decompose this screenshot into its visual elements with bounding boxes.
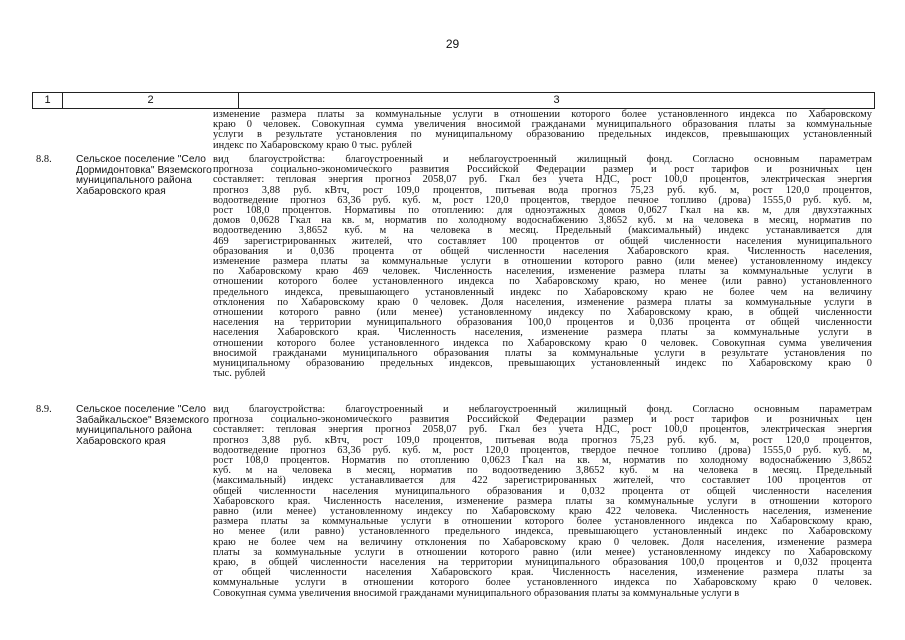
description-line: тыс. рублей [213, 368, 266, 380]
description-line: прогноза социально-экономического развития Российской Федерации размер и рост тарифов и розничных цен [213, 414, 872, 426]
description-line: краю не более чем на величину отклонения по Хабаровскому краю 0 человек. Доля населения, изменение размера [213, 536, 872, 548]
description-line: от общей численности населения Хабаровского края. Численность населения, изменение размера платы за [213, 567, 872, 579]
row-description [213, 110, 872, 151]
row-description [213, 405, 872, 599]
description-line: индекс по Хабаровскому краю 0 тыс. рублей [213, 139, 413, 151]
description-line: отклонения по Хабаровскому краю 0 человек. Доля населения, изменение размера платы за коммунальные услуги в [213, 296, 872, 308]
description-line: Хабаровского края. Численность населения, изменение размера платы за коммунальные услуги в отношении которого [213, 495, 872, 507]
description-line: отношении которого равно (или менее) установленному индексу по Хабаровскому краю, в общей численности [213, 307, 872, 319]
description-line: вид благоустройства: благоустроенный и неблагоустроенный жилищный фонд. Согласно основным параметрам [213, 154, 872, 165]
description-line: изменение размера платы за коммунальные услуги в отношении которого более установленного индекса по Хабаровскому [213, 109, 872, 120]
description-line: рост 108,0 процентов. Норматив по отоплению 0,0623 Гкал на кв. м, норматив по холодному водоснабжению 3,8652 [213, 455, 872, 467]
page-number: 29 [445, 37, 460, 51]
row-settlement-name: Сельское поселение "Село Забайкальское" Вяземского муниципального района Хабаровского края [76, 404, 209, 447]
description-line: прогноза социально-экономического развития Российской Федерации размер и рост тарифов и розничных цен [213, 164, 872, 176]
description-line: муниципальному образованию предельных индексов, превышающих установленный индекс по Хабаровскому краю 0 [213, 358, 872, 370]
description-line: прогноз 3,88 руб. кВтч, рост 109,0 процентов, питьевая вода прогноз 75,23 руб. куб. м, рост 120,0 процентов, [213, 434, 872, 446]
description-line: образования и 0,036 процента от общей численности населения Хабаровского края. Численность населения, [213, 245, 872, 257]
row-number: 8.9. [36, 404, 52, 415]
description-line: составляет: тепловая энергия прогноз 2058,07 руб. Гкал без учета НДС, рост 100,0 процентов, электрическая энергия [213, 424, 872, 436]
description-line: населения на территории муниципального образования 100,0 процентов и 0,036 процента от общей численности [213, 317, 872, 329]
description-line: водоотведение прогноз 63,36 руб. куб. м, рост 120,0 процентов, твердое печное топливо (дрова) 1555,0 руб. куб. м, [213, 444, 872, 456]
description-line: краю, в общей численности населения на территории муниципального образования 100,0 процентов и 0,032 процента [213, 557, 872, 569]
description-line: населения Хабаровского края. Численность населения, изменение размера платы за коммунальные услуги в [213, 327, 872, 339]
description-line: коммунальные услуги в отношении которого более установленного индекса по Хабаровскому краю 0 человек. [213, 577, 872, 589]
description-line: водоотведение прогноз 63,36 руб. куб. м, рост 120,0 процентов, твердое печное топливо (дрова) 1555,0 руб. куб. м, [213, 194, 872, 206]
description-line: изменение размера платы за коммунальные услуги в отношении которого равно (или менее) установленному индексу [213, 256, 872, 268]
table-header-col-2: 2 [62, 93, 238, 108]
description-line: домов 0,0628 Гкал на кв. м, норматив по холодному водоснабжению 3,8652 куб. м на человека в месяц, норматив по [213, 215, 872, 227]
description-line: водоотведению 3,8652 куб. м на человека в месяц. Предельный (максимальный) индекс устанавливается для [213, 225, 872, 237]
row-number: 8.8. [36, 154, 52, 165]
row-description [213, 155, 872, 379]
table-header-row [32, 92, 875, 109]
description-line: отношении которого более установленного индекса по Хабаровскому краю 0 человек. Совокупная сумма увеличения [213, 337, 872, 349]
description-line: но менее (или равно) установленного предельного индекса, превышающего установленный индекс по Хабаровскому [213, 526, 872, 538]
description-line: платы за коммунальные услуги в отношении которого равно (или менее) установленному индексу по Хабаровскому [213, 546, 872, 558]
description-line: составляет: тепловая энергия прогноз 2058,07 руб. Гкал без учета НДС, рост 100,0 процентов, электрическая энергия [213, 174, 872, 186]
description-line: Совокупная сумма увеличения вносимой гражданами муниципального образования платы за коммунальные услуги в [213, 587, 740, 599]
description-line: 469 зарегистрированных жителей, что составляет 100 процентов от общей численности населения муниципального [213, 235, 872, 247]
description-line: размера платы за коммунальные услуги в отношении которого более установленного индекса по Хабаровскому краю, [213, 516, 872, 528]
row-settlement-name: Сельское поселение "Село Дормидонтовка" Вяземского муниципального района Хабаровского края [76, 154, 212, 197]
description-line: отношении которого более установленного индекса по Хабаровскому краю, но менее (или равно) установленного [213, 276, 872, 288]
description-line: по Хабаровскому краю 469 человек. Численность населения, изменение размера платы за коммунальные услуги в [213, 266, 872, 278]
description-line: вид благоустройства: благоустроенный и неблагоустроенный жилищный фонд. Согласно основным параметрам [213, 404, 872, 415]
description-line: рост 108,0 процентов. Нормативы по отоплению: для одноэтажных домов 0,0627 Гкал на кв. м, для двухэтажных [213, 205, 872, 217]
table-header-col-1: 1 [32, 93, 62, 108]
description-line: вносимой гражданами муниципального образования платы за коммунальные услуги в результате установления по [213, 347, 872, 359]
description-line: прогноз 3,88 руб. кВтч, рост 109,0 процентов, питьевая вода прогноз 75,23 руб. куб. м, рост 120,0 процентов, [213, 184, 872, 196]
table-header-col-3: 3 [238, 93, 875, 108]
description-line: куб. м на человека в месяц, норматив по водоотведению 3,8652 куб. м на человека в месяц. Предельный [213, 465, 872, 477]
description-line: (максимальный) индекс устанавливается для 422 зарегистрированных жителей, что составляет 100 процентов от [213, 475, 872, 487]
description-line: услуги в результате установления по муниципальному образованию предельных индексов, превышающих установленный [213, 129, 872, 141]
description-line: краю 0 человек. Совокупная сумма увеличения вносимой гражданами муниципального образования платы за коммунальные [213, 119, 872, 131]
description-line: предельного индекса, превышающего установленный индекс по Хабаровскому краю не более чем на величину [213, 286, 872, 298]
description-line: общей численности населения муниципального образования и 0,032 процента от общей численности населения [213, 485, 872, 497]
description-line: равно (или менее) установленному индексу по Хабаровскому краю 422 человека. Численность населения, изменение [213, 506, 872, 518]
